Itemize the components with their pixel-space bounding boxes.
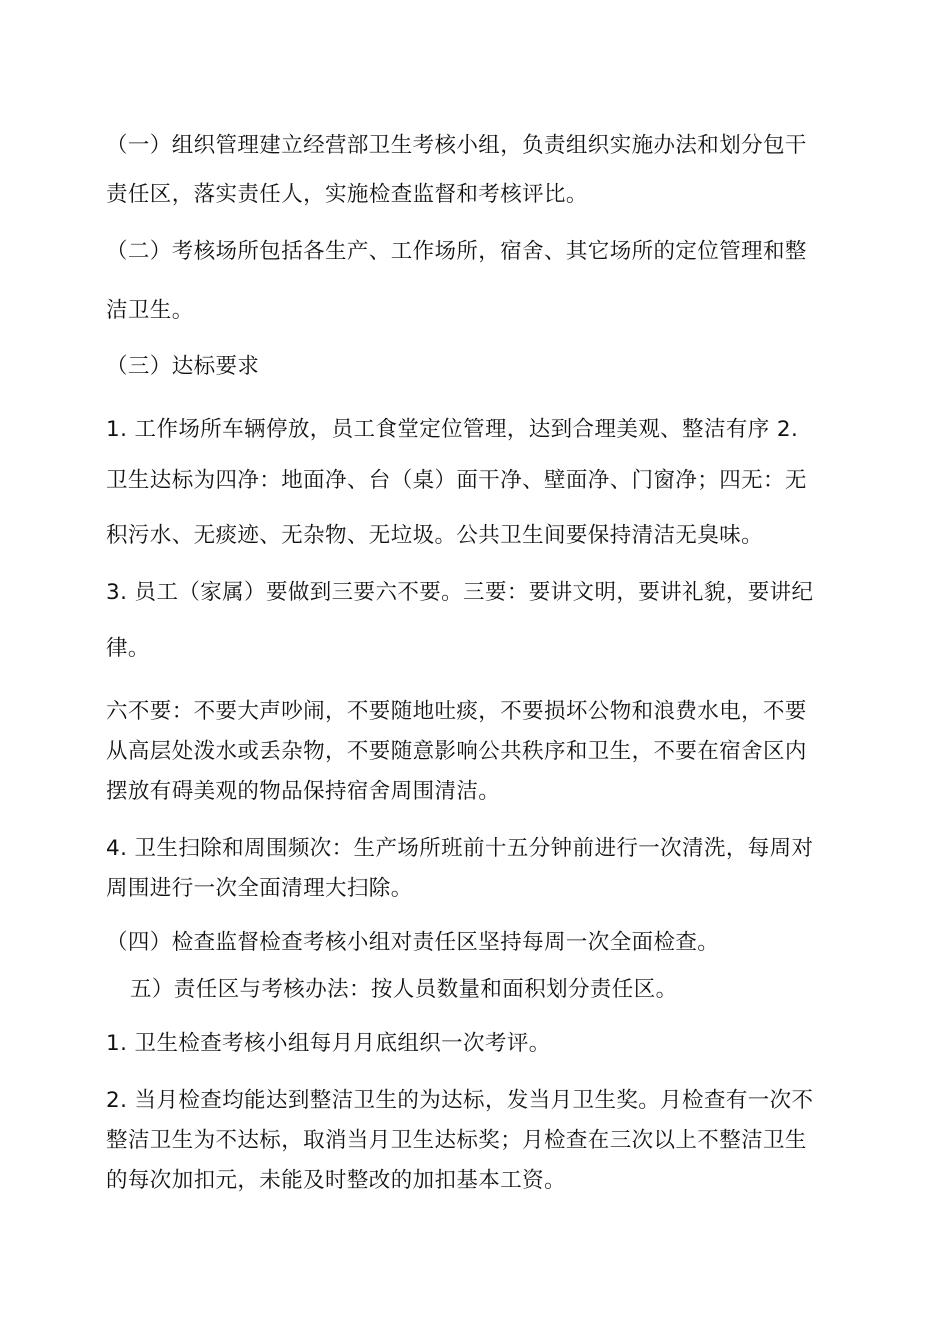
text-line: 洁卫生。: [106, 298, 194, 323]
text-line: 3. 员工（家属）要做到三要六不要。三要：要讲文明，要讲礼貌，要讲纪: [106, 580, 814, 605]
text-line: 律。: [106, 636, 150, 661]
text-line: 积污水、无痰迹、无杂物、无垃圾。公共卫生间要保持清洁无臭味。: [106, 523, 764, 548]
text-line: （二）考核场所包括各生产、工作场所，宿舍、其它场所的定位管理和整: [106, 239, 807, 264]
text-line: （一）组织管理建立经营部卫生考核小组，负责组织实施办法和划分包干: [106, 133, 807, 158]
text-line: 周围进行一次全面清理大扫除。: [106, 876, 413, 901]
text-line: 六不要：不要大声吵闹，不要随地吐痰，不要损坏公物和浪费水电，不要: [106, 699, 807, 724]
text-line: 摆放有碍美观的物品保持宿舍周围清洁。: [106, 779, 501, 804]
text-line: （四）检查监督检查考核小组对责任区坚持每周一次全面检查。: [106, 930, 720, 955]
text-line: 的每次加扣元，未能及时整改的加扣基本工资。: [106, 1168, 566, 1193]
text-line: 1. 工作场所车辆停放，员工食堂定位管理，达到合理美观、整洁有序 2.: [106, 417, 799, 442]
text-line: 1. 卫生检查考核小组每月月底组织一次考评。: [106, 1031, 551, 1056]
text-line: 整洁卫生为不达标，取消当月卫生达标奖；月检查在三次以上不整洁卫生: [106, 1128, 807, 1153]
text-line: 2. 当月检查均能达到整洁卫生的为达标，发当月卫生奖。月检查有一次不: [106, 1088, 814, 1113]
text-line: 责任区，落实责任人，实施检查监督和考核评比。: [106, 182, 588, 207]
text-line: （三）达标要求: [106, 354, 260, 379]
text-line: 从高层处泼水或丢杂物，不要随意影响公共秩序和卫生，不要在宿舍区内: [106, 739, 807, 764]
text-line: 4. 卫生扫除和周围频次：生产场所班前十五分钟前进行一次清洗，每周对: [106, 836, 814, 861]
text-line: 五）责任区与考核办法：按人员数量和面积划分责任区。: [130, 977, 678, 1002]
text-line: 卫生达标为四净：地面净、台（桌）面干净、壁面净、门窗净；四无：无: [106, 468, 807, 493]
